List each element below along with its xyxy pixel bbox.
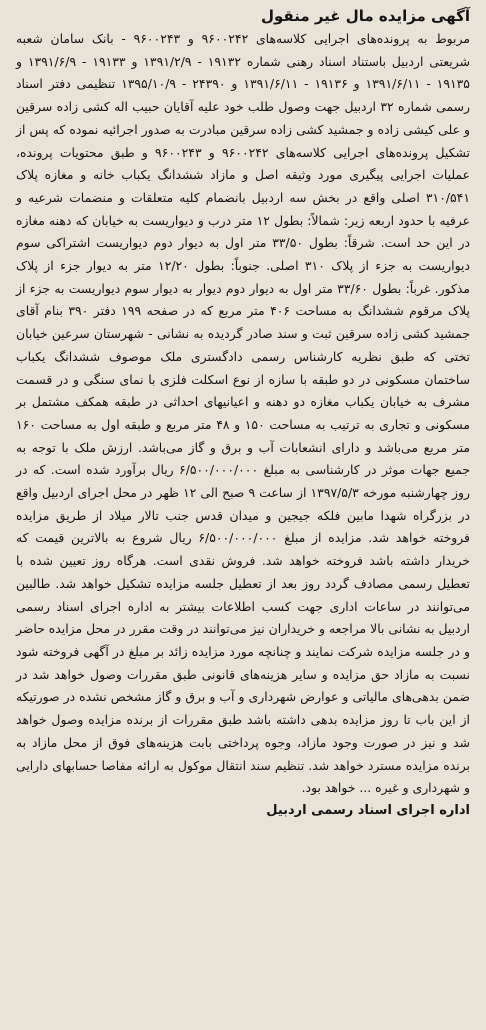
notice-title: آگهی مزایده مال غیر منقول xyxy=(260,7,470,25)
notice-signature: اداره اجرای اسناد رسمی اردبیل xyxy=(266,802,470,818)
notice-body: مربوط به پرونده‌های اجرایی کلاسه‌های ۹۶۰۰۲۴۲ و ۹۶۰۰۲۴۳ - بانک سامان شعبه شریعتی اردبیل باستناد اسناد رهنی شماره ۱۹۱۳۲ - ۱۳۹۱/۲/۹ و ۱۹۱۳۳ - ۱۳۹۱/۶/۹ و ۱۹۱۳۵ - ۱۳۹۱/۶/۱۱ و ۱۹۱۳۶ - ۱۳۹۱/۶/۱۱ و ۲۴۳۹۰ - ۱۳۹۵/۱۰/۹ تنظیمی دفتر اسناد رسمی شماره ۳۲ اردبیل جهت وصول طلب خود علیه آقایان حبیب اله کشی زاده سرقین و علی کیشی زاده و جمشید کشی زاده سرقین مبادرت به صدور اجرائیه نموده که پس از تشکیل پرونده‌های اجرایی کلاسه‌های ۹۶۰۰۲۴۲ و ۹۶۰۰۲۴۳ و طبق محتویات پرونده، عملیات اجرایی پیگیری مورد وثیقه اصل و مازاد ششدانگ یکباب خانه و مغازه پلاک ۳۱۰/۵۴۱ اصلی واقع در بخش سه اردبیل بانضمام کلیه متعلقات و منضمات شرعیه و عرفیه با حدود اربعه زیر: شمالاً: بطول ۱۲ متر درب و دیواریست به خیابان که دهنه مغازه در این حد است. شرقاً: بطول ۳۳/۵۰ متر اول به دیوار دوم دیواریست اشتراکی سوم دیواریست به جزء از پلاک ۳۱۰ اصلی. جنوباً: بطول ۱۲/۲۰ متر به دیوار جزء از پلاک مذکور. غرباً: بطول ۳۳/۶۰ متر اول به دیوار دوم دیوار به دیوار سوم دیواریست به جزء از پلاک مرقوم ششدانگ به مساحت ۴۰۶ متر مربع که در صفحه ۱۹۹ دفتر ۳۹۰ بنام آقای جمشید کشی زاده سرقین ثبت و سند صادر گردیده به نشانی - شهرستان سرعین خیابان تختی که طبق نظریه کارشناس رسمی دادگستری ملک موصوف ششدانگ یکباب ساختمان مسکونی در دو طبقه با سازه از نوع اسکلت فلزی با نمای سنگی و در قسمت مشرف به خیابان یکباب مغازه دو دهنه و اعیانیهای احداثی در طبقه همکف مشتمل بر مسکونی و تجاری به ترتیب به مساحت ۱۵۰ و ۴۸ متر مربع و طبقه اول به مساحت ۱۶۰ متر مربع می‌باشد و دارای انشعابات آب و برق و گاز می‌باشد. ارزش ملک با توجه به جمیع جهات موثر در کارشناسی به مبلغ ۶/۵۰۰/۰۰۰/۰۰۰ ریال برآورد شده است. که در روز چهارشنبه مورخه ۱۳۹۷/۵/۳ از ساعت ۹ صبح الی ۱۲ ظهر در محل اجرای اردبیل واقع در بزرگراه شهدا مابین فلکه جیجین و میدان قدس جنب تالار میلاد از طریق مزایده فروخته خواهد شد. مزایده از مبلغ ۶/۵۰۰/۰۰۰/۰۰۰ ریال شروع به بالاترین قیمت که خریدار داشته باشد فروخته خواهد شد. فروش نقدی است. هرگاه روز تعیین شده با تعطیل رسمی مصادف گردد روز بعد از تعطیل جلسه مزایده تشکیل خواهد شد. طالبین می‌توانند در ساعات اداری جهت کسب اطلاعات بیشتر به اداره اجرای اسناد رسمی اردبیل به نشانی بالا مراجعه و خریداران نیز می‌توانند در وقت مقرر در محل مزایده حاضر و در جلسه مزایده شرکت نمایند و چنانچه مورد مزایده زائد بر مبلغ در آگهی فروخته شود نسبت به مازاد حق مزایده و سایر هزینه‌های قانونی طبق مقررات وصول خواهد شد در ضمن بدهی‌های مالیاتی و عوارض شهرداری و آب و برق و گاز مشخص نشده در صورتیکه از این باب تا روز مزایده بدهی داشته باشد طبق مقررات از برنده مزایده وصول خواهد شد و نیز در صورت وجود مازاد، وجوه پرداختی بابت هزینه‌های فوق از محل مازاد به برنده مزایده مسترد خواهد شد. تنظیم سند انتقال موکول به ارائه مفاصا حسابهای دارایی و شهرداری و غیره ... خواهد بود. xyxy=(16,31,470,796)
auction-notice xyxy=(8,4,478,1026)
